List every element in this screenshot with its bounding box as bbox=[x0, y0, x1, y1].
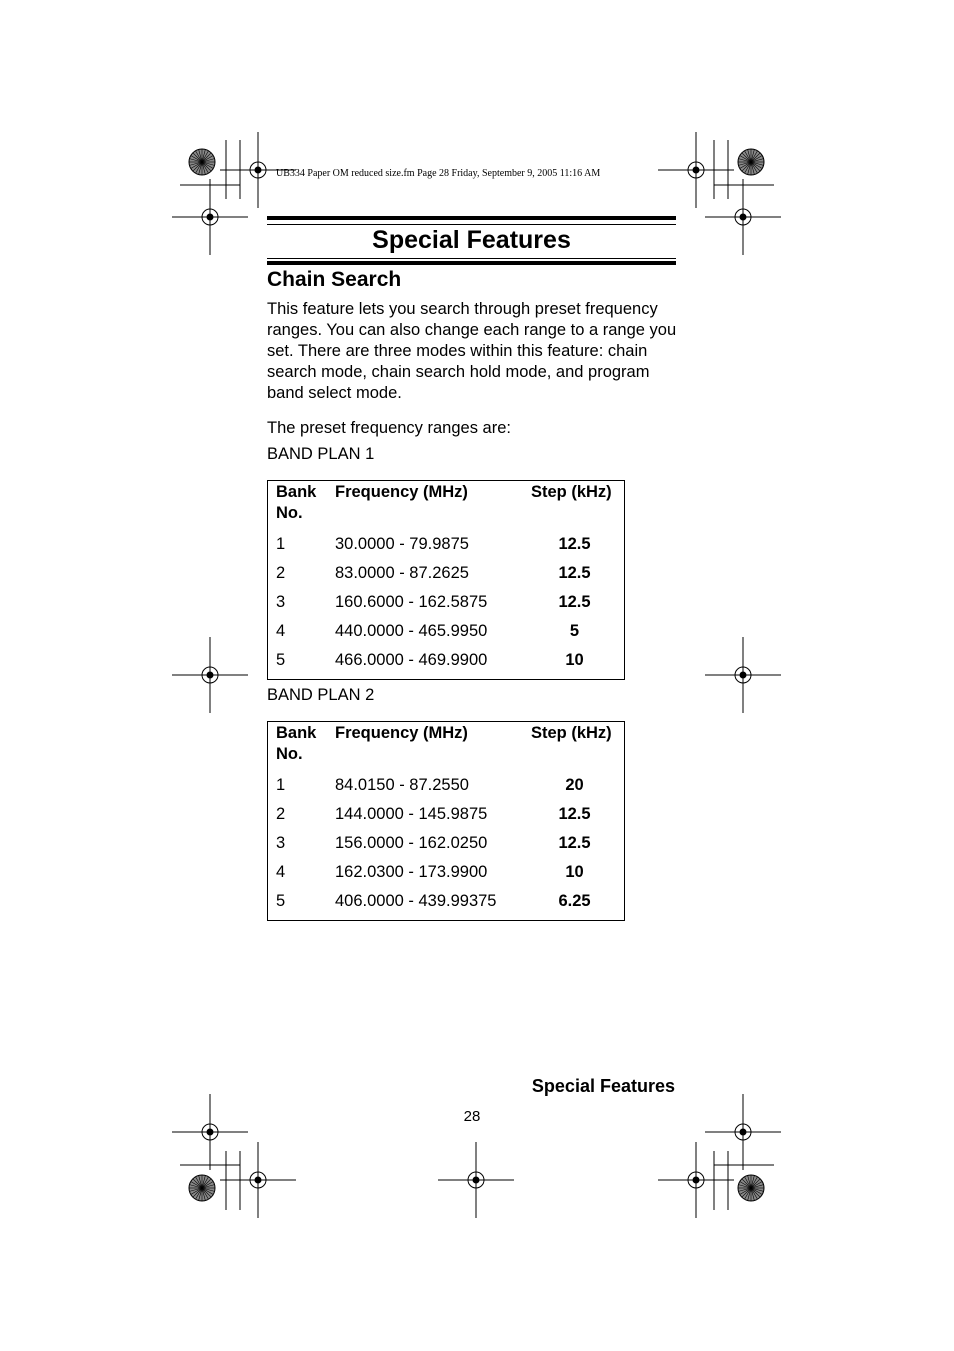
bank-cell: 3 bbox=[276, 593, 286, 611]
bank-cell: 1 bbox=[276, 535, 286, 553]
crosshair-mark bbox=[658, 132, 734, 208]
frequency-cell: 406.0000 - 439.99375 bbox=[335, 892, 497, 910]
frequency-cell: 83.0000 - 87.2625 bbox=[335, 564, 469, 582]
table-row bbox=[268, 621, 625, 650]
crosshair-mark bbox=[705, 637, 781, 713]
crosshair-mark bbox=[705, 179, 781, 255]
table-row bbox=[268, 804, 625, 833]
frequency-cell: 160.6000 - 162.5875 bbox=[335, 593, 488, 611]
crosshair-mark bbox=[438, 1142, 514, 1218]
table-row bbox=[268, 891, 625, 921]
frequency-cell: 30.0000 - 79.9875 bbox=[335, 535, 469, 553]
header-step: Step (kHz) bbox=[531, 483, 612, 501]
print-header: UB334 Paper OM reduced size.fm Page 28 Friday, September 9, 2005 11:16 AM bbox=[276, 168, 601, 179]
frequency-cell: 144.0000 - 145.9875 bbox=[335, 805, 488, 823]
step-cell: 20 bbox=[565, 776, 584, 794]
header-bank: Bank No. bbox=[276, 483, 317, 522]
description-paragraph: This feature lets you search through preset frequency ranges. You can also change each range to a range you set. There are three modes within this feature: chain search mode, chain search hold mode, and program band select mode. bbox=[267, 300, 677, 402]
table-row bbox=[268, 862, 625, 891]
intro-text: The preset frequency ranges are: bbox=[267, 419, 511, 437]
table-row bbox=[268, 563, 625, 592]
registration-starburst bbox=[189, 149, 215, 175]
bank-cell: 2 bbox=[276, 805, 286, 823]
step-cell: 12.5 bbox=[558, 805, 591, 823]
step-cell: 12.5 bbox=[558, 834, 591, 852]
header-frequency: Frequency (MHz) bbox=[335, 724, 468, 742]
crosshair-mark bbox=[658, 1142, 734, 1218]
band-plan-1-table bbox=[267, 480, 625, 680]
frequency-cell: 162.0300 - 173.9900 bbox=[335, 863, 488, 881]
registration-starburst bbox=[189, 1175, 215, 1201]
crosshair-mark bbox=[172, 1094, 248, 1170]
section-title: Chain Search bbox=[267, 268, 402, 291]
registration-starburst bbox=[738, 1175, 764, 1201]
step-cell: 10 bbox=[565, 651, 584, 669]
step-cell: 12.5 bbox=[558, 593, 591, 611]
table-row bbox=[268, 775, 625, 804]
step-cell: 5 bbox=[569, 622, 580, 640]
bank-cell: 3 bbox=[276, 834, 286, 852]
band-plan-2-label: BAND PLAN 2 bbox=[267, 686, 375, 704]
table-header-row bbox=[268, 722, 625, 776]
header-bank: Bank No. bbox=[276, 724, 317, 763]
step-cell: 6.25 bbox=[558, 892, 591, 910]
bank-cell: 1 bbox=[276, 776, 286, 794]
title-rule-top-thick bbox=[267, 216, 676, 220]
header-frequency: Frequency (MHz) bbox=[335, 483, 468, 501]
title-rule-bottom-thick bbox=[267, 261, 676, 265]
header-step: Step (kHz) bbox=[531, 724, 612, 742]
table-header-row bbox=[268, 481, 625, 535]
page-number: 28 bbox=[463, 1108, 481, 1125]
crosshair-mark bbox=[220, 1142, 296, 1218]
step-cell: 12.5 bbox=[558, 535, 591, 553]
bank-cell: 4 bbox=[276, 622, 286, 640]
table-row bbox=[268, 650, 625, 680]
frequency-cell: 466.0000 - 469.9900 bbox=[335, 651, 488, 669]
table-row bbox=[268, 592, 625, 621]
frequency-cell: 440.0000 - 465.9950 bbox=[335, 622, 488, 640]
step-cell: 12.5 bbox=[558, 564, 591, 582]
crosshair-mark bbox=[172, 179, 248, 255]
band-plan-2-table bbox=[267, 721, 625, 921]
table-row bbox=[268, 534, 625, 563]
crosshair-mark bbox=[172, 637, 248, 713]
footer-section-title: Special Features bbox=[531, 1076, 675, 1096]
frequency-cell: 156.0000 - 162.0250 bbox=[335, 834, 488, 852]
bank-cell: 4 bbox=[276, 863, 286, 881]
crosshair-mark bbox=[705, 1094, 781, 1170]
table-row bbox=[268, 833, 625, 862]
bank-cell: 2 bbox=[276, 564, 286, 582]
frequency-cell: 84.0150 - 87.2550 bbox=[335, 776, 469, 794]
page-title: Special Features bbox=[372, 226, 571, 254]
registration-starburst bbox=[738, 149, 764, 175]
title-rule-bottom-thin bbox=[267, 258, 676, 259]
band-plan-1-label: BAND PLAN 1 bbox=[267, 445, 375, 463]
bank-cell: 5 bbox=[276, 892, 286, 910]
bank-cell: 5 bbox=[276, 651, 286, 669]
step-cell: 10 bbox=[565, 863, 584, 881]
